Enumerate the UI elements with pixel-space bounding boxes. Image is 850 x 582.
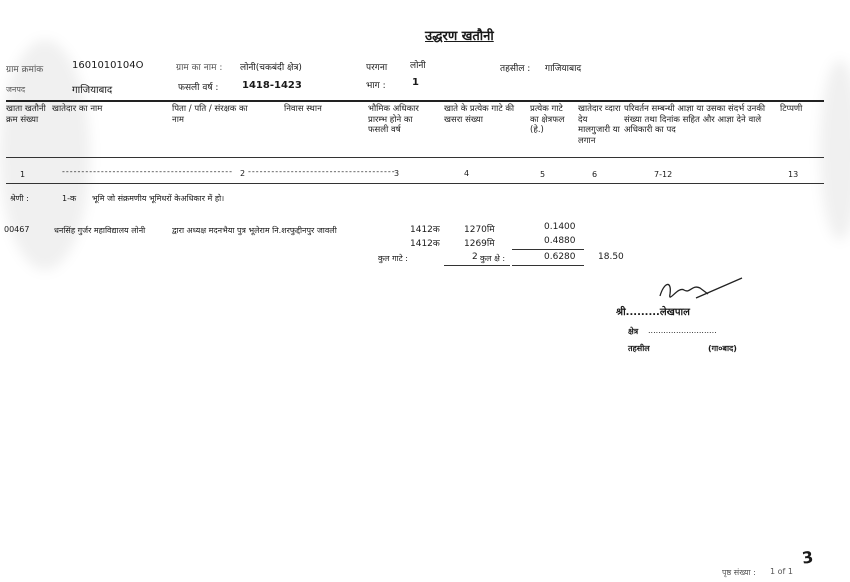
header-top-rule bbox=[6, 100, 824, 102]
bhag: 1 bbox=[412, 77, 419, 88]
total-rule bbox=[512, 265, 584, 266]
total-plots: 2 bbox=[472, 252, 478, 262]
plot-khasra: 1270मि bbox=[464, 225, 495, 235]
total-area: 0.6280 bbox=[544, 252, 576, 262]
bhag-label: भाग : bbox=[366, 81, 386, 91]
signature-area-label: क्षेत्र bbox=[628, 327, 639, 336]
col-header-khasra: खाते के प्रत्येक गाटे की खसरा संख्या bbox=[444, 104, 515, 125]
category-label: श्रेणी : bbox=[10, 194, 29, 203]
col-number: 5 bbox=[540, 170, 546, 179]
page-number-label: पृष्ठ संख्या : bbox=[722, 568, 756, 577]
district-label: जनपद bbox=[6, 85, 26, 94]
category-text: भूमि जो संक्रमणीय भूमिधरों केअधिकार में हो। bbox=[92, 194, 225, 203]
dash-rule: -------------------------------------------- bbox=[62, 167, 234, 176]
col-header-remarks: टिप्पणी bbox=[780, 104, 803, 114]
col-number: 3 bbox=[394, 169, 400, 178]
header-bottom-rule bbox=[6, 157, 824, 158]
col-header-revenue: खातेदार व्दारा देय मालगुजारी या लगान bbox=[578, 104, 621, 146]
total-rule bbox=[444, 265, 510, 266]
dash-rule: -------------------------------------- bbox=[248, 167, 396, 176]
plot-year: 1412क bbox=[410, 225, 440, 235]
col-header-rights-year: भौमिक अधिकार प्रारम्भ होने का फसली वर्ष bbox=[368, 104, 419, 135]
col-number: 4 bbox=[464, 169, 470, 178]
plot-khasra: 1269मि bbox=[464, 239, 495, 249]
col-header-area: प्रत्येक गाटे का क्षेत्रफल (हे.) bbox=[530, 104, 565, 135]
guardian-residence: द्वारा अध्यक्ष मदनभैया पुत्र भूलेराम नि.शरफुद्दीनपुर जावली bbox=[172, 226, 337, 235]
col-number: 2 bbox=[240, 169, 246, 178]
village-code-label: ग्राम क्रमांक bbox=[6, 65, 44, 75]
col-header-holder-name: खातेदार का नाम bbox=[52, 104, 103, 114]
col-header-order-ref: परिवर्तन सम्बन्धी आज्ञा या उसका संदर्भ उनकी संख्या तथा दिनांक सहित और आज्ञा देने वाले अधिकारी का पद bbox=[624, 104, 766, 135]
page-number-value: 1 of 1 bbox=[770, 567, 793, 576]
tehsil: गाजियाबाद bbox=[545, 64, 582, 74]
signature-tehsil-value: (गा०बाद) bbox=[708, 344, 737, 353]
document-title: उद्धरण खतौनी bbox=[425, 29, 494, 44]
plot-area: 0.1400 bbox=[544, 222, 576, 232]
district: गाजियाबाद bbox=[72, 85, 113, 96]
tehsil-label: तहसील : bbox=[500, 64, 531, 74]
village-name: लोनी(चकबंदी क्षेत्र) bbox=[240, 63, 302, 73]
signatory-name: श्री.........लेखपाल bbox=[616, 307, 690, 318]
pargana-label: परगना bbox=[366, 63, 388, 73]
fasli-label: फसली वर्ष : bbox=[178, 83, 219, 93]
holder-name: धनसिंह गुर्जर महाविद्यालय लोनी bbox=[54, 226, 146, 235]
col-number: 7-12 bbox=[654, 170, 673, 179]
plot-area: 0.4880 bbox=[544, 236, 576, 246]
total-plots-label: कुल गाटे : bbox=[378, 254, 408, 263]
village-code: 1601010104O bbox=[72, 60, 144, 71]
revenue-amount: 18.50 bbox=[598, 252, 624, 262]
signature-tehsil-label: तहसील bbox=[628, 344, 650, 353]
col-number: 1 bbox=[20, 170, 26, 179]
column-number-rule bbox=[6, 183, 824, 184]
col-header-account-no: खाता खतौनी क्रम संख्या bbox=[6, 104, 46, 125]
col-header-residence: निवास स्थान bbox=[284, 104, 322, 114]
pargana: लोनी bbox=[410, 61, 426, 71]
fasli-year: 1418-1423 bbox=[242, 80, 302, 91]
col-number: 13 bbox=[788, 170, 799, 179]
col-header-guardian: पिता / पति / संरक्षक का नाम bbox=[172, 104, 248, 125]
handwritten-number: 3 bbox=[800, 547, 815, 568]
village-name-label: ग्राम का नाम : bbox=[176, 63, 223, 73]
scan-shadow bbox=[820, 60, 850, 240]
subtotal-rule bbox=[512, 249, 584, 250]
col-number: 6 bbox=[592, 170, 598, 179]
category-code: 1-क bbox=[62, 194, 77, 203]
plot-year: 1412क bbox=[410, 239, 440, 249]
account-number: 00467 bbox=[4, 225, 30, 234]
total-area-label: कुल क्षे : bbox=[480, 254, 506, 263]
signature-area-value: ........................... bbox=[648, 326, 717, 335]
